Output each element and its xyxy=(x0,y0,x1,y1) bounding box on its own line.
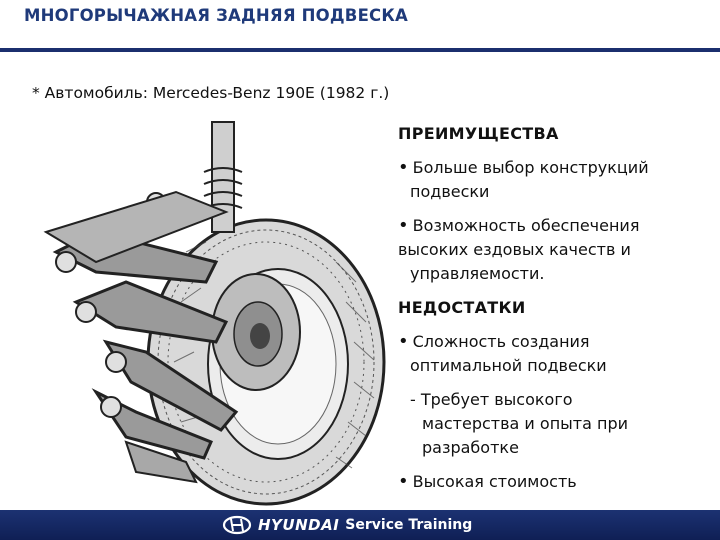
footer-service: Service Training xyxy=(345,517,473,533)
advantage-item xyxy=(398,214,716,286)
bullet-icon: • xyxy=(398,331,409,352)
bullet-icon: • xyxy=(398,157,409,178)
advantages-heading: ПРЕИМУЩЕСТВА xyxy=(398,124,559,143)
advantage-line: высоких ездовых качеств и xyxy=(398,240,631,259)
disadvantage-subitem xyxy=(410,388,716,460)
vehicle-note: * Автомобиль: Mercedes-Benz 190E (1982 г.) xyxy=(32,84,390,102)
advantage-line: подвески xyxy=(410,182,490,201)
disadvantage-line: оптимальной подвески xyxy=(410,356,607,375)
disadvantages-heading: НЕДОСТАТКИ xyxy=(398,298,526,317)
bullet-icon: • xyxy=(398,471,409,492)
subitem-line: разработке xyxy=(422,438,519,457)
disadvantage-line: Сложность создания xyxy=(412,332,590,351)
disadvantage-line: Высокая стоимость xyxy=(412,472,577,491)
footer-brand: HYUNDAI xyxy=(258,516,340,534)
advantage-line: управляемости. xyxy=(410,264,545,283)
title-divider xyxy=(0,48,720,52)
hyundai-logo-icon xyxy=(222,515,252,535)
suspension-illustration xyxy=(36,112,386,510)
advantage-item xyxy=(398,156,716,204)
text-panel xyxy=(398,122,716,504)
subitem-line: - Требует высокого xyxy=(410,390,573,409)
footer-bar xyxy=(0,510,720,540)
disadvantage-item xyxy=(398,330,716,378)
slide-title: МНОГОРЫЧАЖНАЯ ЗАДНЯЯ ПОДВЕСКА xyxy=(24,6,409,25)
advantage-line: Больше выбор конструкций xyxy=(412,158,649,177)
bullet-icon: • xyxy=(398,215,409,236)
subitem-line: мастерства и опыта при xyxy=(422,414,629,433)
disadvantage-item xyxy=(398,470,716,494)
advantage-line: Возможность обеспечения xyxy=(412,216,640,235)
footer-logo xyxy=(222,514,472,536)
